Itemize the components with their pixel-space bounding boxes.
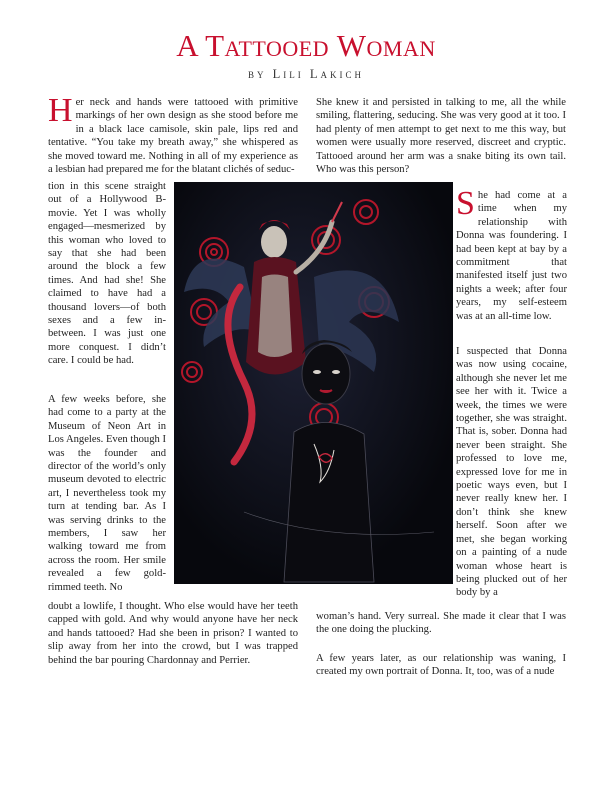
artwork-tattooed-woman xyxy=(174,182,453,584)
paragraph-4 xyxy=(456,185,567,323)
paragraph-4-text: he had come at a time when my relationship with Donna was foundering. I had been kept at bay by a commitment that manifested itself just two nights a week; after four years, my self-esteem was at an all-time low. xyxy=(456,190,567,322)
drop-cap-h: H xyxy=(48,92,73,129)
paragraph-1-top-text: er neck and hands were tattooed with primitive markings of her own design as she stood before me in a black lace camisole, skin pale, lips red and tentative. “You take my breath away,” she whispered as she moved toward me. Nothing in all of my experience as a lesbian had prepared me for the blatant clichés of seduc- xyxy=(48,97,298,176)
nude-figure-right-eye xyxy=(332,370,340,374)
angel-torso xyxy=(258,275,292,358)
paragraph-5: I suspected that Donna was now using cocaine, although she never let me see her with it. Twice a week, the times we were together, she was straight. That is, sober. Donna had never been straight. She professed to love me, expressed love for me in poetic ways even, but I never really knew her. I don’t think she knew herself. Soon after we met, she began working on a painting of a nude woman whose heart is being plucked out of her body by a xyxy=(456,346,567,599)
paragraph-1-continued: tion in this scene straight out of a Hollywood B-movie. Yet I was wholly engaged—mesmerized by this woman who loved to say that she had been around the block a few times. And had she! She claimed to have had a thousand lovers—of both sexes and a few in-between. I was just one more conquest. I didn’t care. I could be had. xyxy=(48,181,166,367)
paragraph-2-continued: doubt a lowlife, I thought. Who else would have her teeth capped with gold. And why would anyone have her neck and hands tattooed? Had she been in prison? I wanted to slip away from her into the crowd, but I was trapped behind the bar pouring Chardonnay and Perrier. xyxy=(48,601,298,666)
paragraph-1-top xyxy=(48,92,298,176)
angel-face xyxy=(261,226,287,258)
nude-figure-left-eye xyxy=(313,370,321,374)
paragraph-6: A few years later, as our relationship was waning, I created my own portrait of Donna. It, too, was of a nude xyxy=(316,653,566,678)
paragraph-5-continued: woman’s hand. Very surreal. She made it clear that I was the one doing the plucking. xyxy=(316,611,566,636)
nude-figure-body xyxy=(284,422,374,582)
paragraph-2: A few weeks before, she had come to a party at the Museum of Neon Art in Los Angeles. Even though I was the founder and director of the world’s only museum devoted to electric art, I nevertheless took my turn at tending bar. As I was serving drinks to the members, I saw her walking toward me from across the room. Her smile revealed a few gold-rimmed teeth. No xyxy=(48,394,166,593)
nude-figure-head xyxy=(302,344,350,404)
article-byline: by Lili Lakich xyxy=(247,67,364,81)
nude-figure-lips xyxy=(320,390,332,392)
article-title: A Tattooed Woman xyxy=(176,28,436,63)
paragraph-3: She knew it and persisted in talking to me, all the while smiling, flattering, seducing. She was very good at it too. I had plenty of men attempt to get next to me this way, but women were usually more reserved, discreet and cryptic. Tattooed around her arm was a snake biting its own tail. Who was this person? xyxy=(316,97,566,176)
artwork-illustration xyxy=(174,182,453,584)
drop-cap-s: S xyxy=(456,185,475,222)
